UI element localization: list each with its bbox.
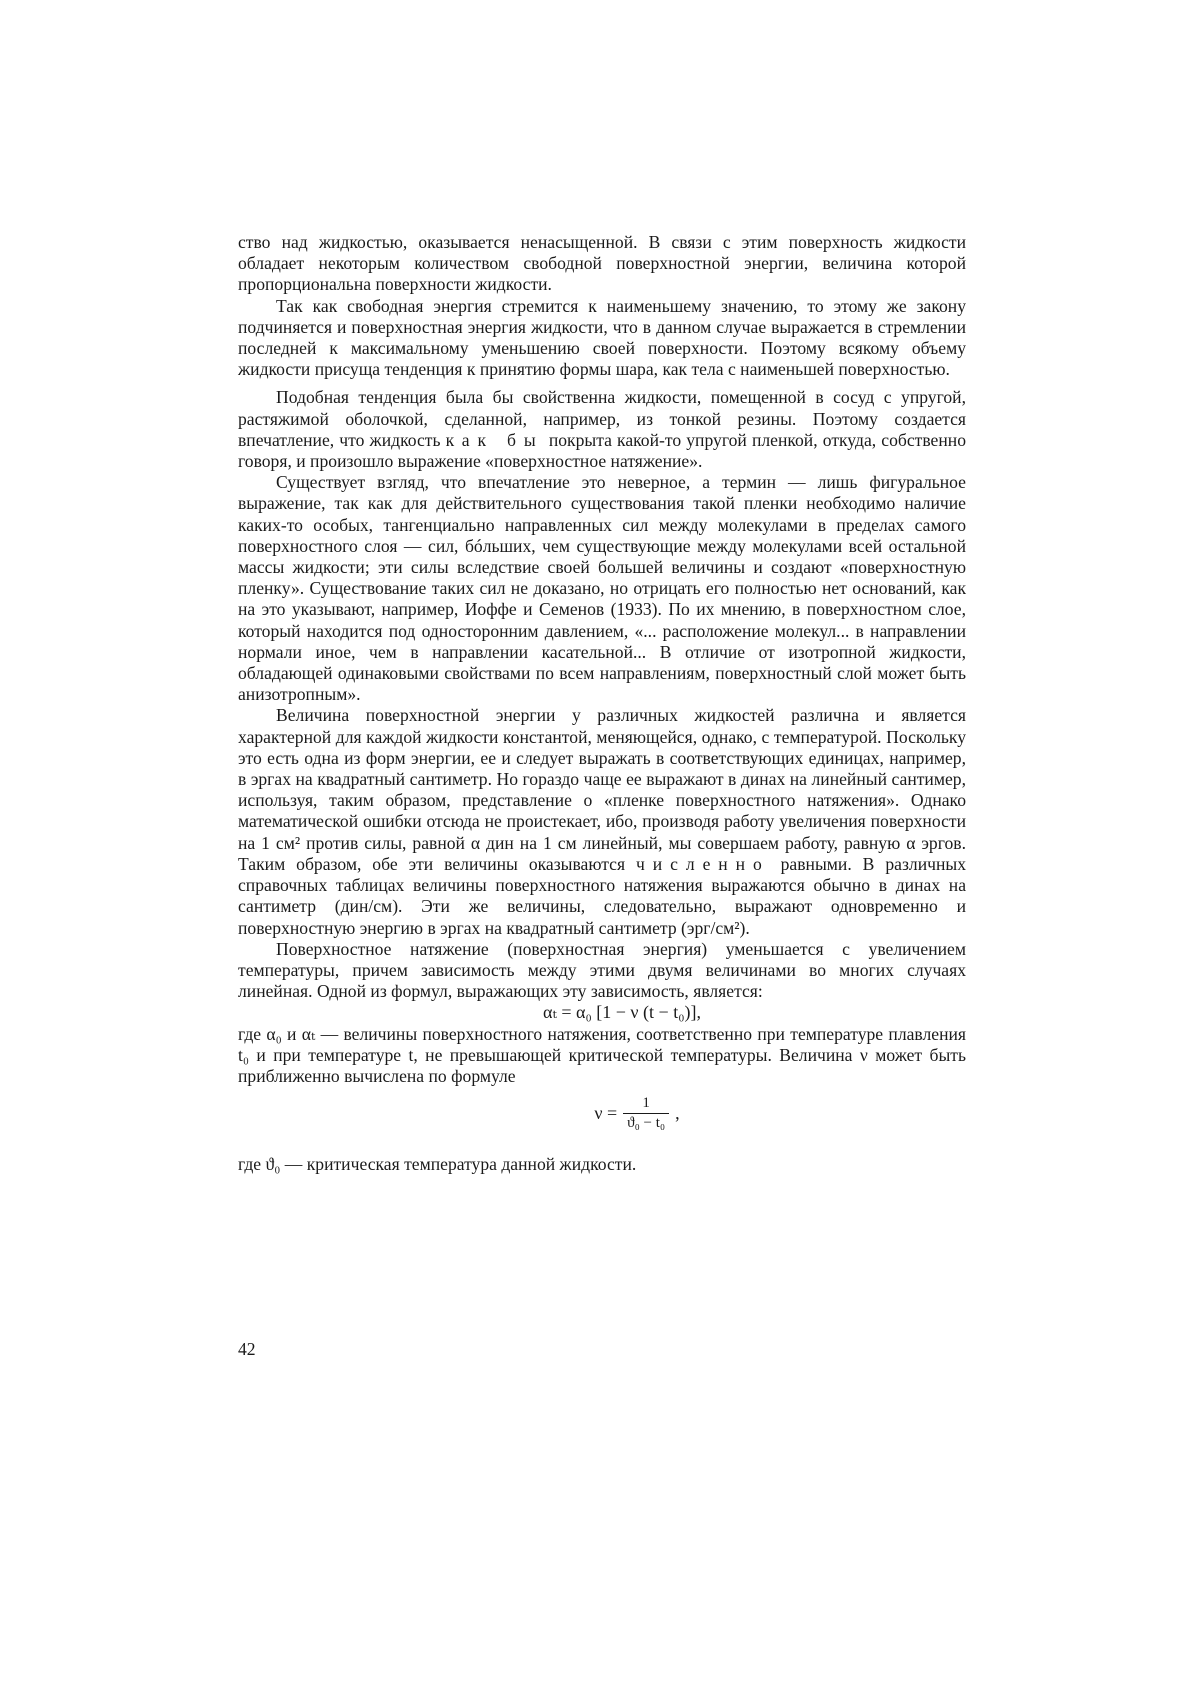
paragraph-5-end: равными. В различных справочных таблицах величины поверхностного натяжения выражаются обычно в динах на сантиметр (дин/см). Эти же величины, следовательно, выражают одновременно и поверхностную энергию в эргах на квадратный сантиметр (эрг/см²). — [238, 853, 966, 938]
formula-nu-numerator: 1 — [642, 1095, 650, 1112]
paragraph-2: Так как свободная энергия стремится к наименьшему значению, то этому же закону подчиняется и поверхностная энергия жидкости, что в данном случае выражается в стремлении последней к максимальному уменьшению своей поверхности. Поэтому всякому объему жидкости присуща тенденция к принятию формы шара, как тела с наименьшей поверхностью. — [238, 295, 966, 380]
paragraph-3-end: покрыта какой-то упругой пленкой, откуда, собственно говоря, и произошло выражение «поверхностное натяжение». — [238, 429, 966, 472]
paragraph-3-start: Подобная тенденция была бы свойственна жидкости, помещенной в сосуд с упругой, растяжимой оболочкой, сделанной, например, из тонкой резины. Поэтому создается впечатление, что жидкость — [238, 387, 966, 450]
paragraph-1: ство над жидкостью, оказывается ненасыщенной. В связи с этим поверхность жидкости обладает некоторым количеством свободной поверхностной энергии, величина которой пропорциональна поверхности жидкости. — [238, 232, 966, 295]
paragraph-after-formula-1: где α₀ и αₜ — величины поверхностного натяжения, соответственно при температуре плавления t₀ и при температуре t, не превышающей критической температуры. Величина ν может быть приближенно вычислена по формуле — [238, 1023, 966, 1086]
paragraph-3 — [238, 387, 966, 472]
formula-nu-fraction — [623, 1095, 669, 1132]
formula-nu — [238, 1095, 966, 1132]
formula-nu-tail: , — [675, 1103, 680, 1124]
paragraph-5-start: Величина поверхностной энергии у различных жидкостей различна и является характерной для каждой жидкости константой, меняющейся, однако, с температурой. Поскольку это есть одна из форм энергии, ее и следует выражать в соответствующих единицах, например, в эргах на квадратный сантиметр. Но гораздо чаще ее выражают в динах на линейный сантимер, используя, таким образом, представление о «пленке поверхностного натяжения». Однако математической ошибки отсюда не проистекает, ибо, производя работу увеличения поверхности на 1 см² против силы, равной α дин на 1 см линейный, мы совершаем работу, равную α эргов. Таким образом, обе эти величины оказываются — [238, 705, 966, 874]
formula-nu-lhs: ν = — [594, 1103, 618, 1124]
paragraph-4: Существует взгляд, что впечатление это неверное, а термин — лишь фигуральное выражение, так как для действительного существования такой пленки необходимо наличие каких-то особых, тангенциально направленных сил между молекулами в пределах самого поверхностного слоя — сил, бóльших, чем существующие между молекулами всей остальной массы жидкости; эти силы вследствие своей большей величины и создают «поверхностную пленку». Существование таких сил не доказано, но отрицать его полностью нет оснований, как на это указывают, например, Иоффе и Семенов (1933). По их мнению, в поверхностном слое, который находится под односторонним давлением, «... расположение молекул... в направлении нормали иное, чем в направлении касательной... В отличие от изотропной жидкости, обладающей одинаковыми свойствами по всем направлениям, поверхностный слой может быть анизотропным». — [238, 472, 966, 705]
paragraph-3-spaced: как бы — [445, 429, 544, 450]
body-text — [238, 232, 966, 1175]
paragraph-after-formula-2: где ϑ₀ — критическая температура данной жидкости. — [238, 1154, 637, 1175]
paragraph-6: Поверхностное натяжение (поверхностная энергия) уменьшается с увеличением температуры, причем зависимость между этими двумя величинами во многих случаях линейная. Одной из формул, выражающих эту зависимость, является: — [238, 938, 966, 1002]
page-number: 42 — [238, 1339, 256, 1359]
paragraph-5 — [238, 705, 966, 938]
paragraph-5-spaced: численно — [636, 853, 770, 874]
formula-surface-tension: αₜ = α₀ [1 − ν (t − t₀)], — [543, 1002, 701, 1023]
formula-nu-denominator: ϑ₀ − t₀ — [623, 1113, 669, 1132]
